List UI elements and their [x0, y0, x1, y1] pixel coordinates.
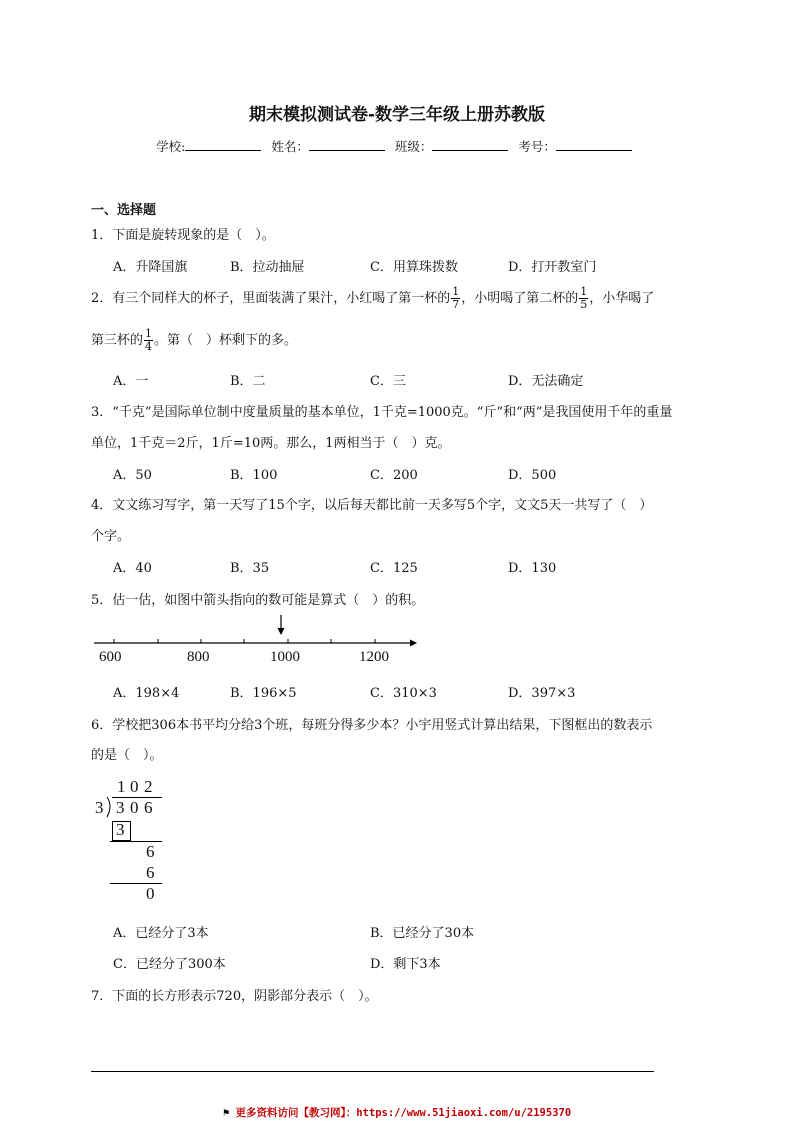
number-line-label-1000: 1000	[270, 649, 300, 665]
question-2-line-1	[91, 286, 654, 311]
exam-no-label: 考号：	[518, 139, 556, 154]
fraction-1-5	[579, 286, 588, 311]
q2-option-a: A．一	[113, 374, 149, 389]
question-6-line-1: 6．学校把306本书平均分给3个班，每班分得多少本？小宇用竖式计算出结果，下图框出的数表示	[91, 718, 653, 733]
question-4-line-1: 4．文文练习写字，第一天写了15个字，以后每天都比前一天多写5个字，文文5天一共写了（ ）	[91, 498, 653, 513]
division-bracket	[106, 796, 114, 818]
class-label: 班级：	[394, 139, 433, 154]
q1-option-d: D．打开教室门	[508, 260, 597, 275]
q5-option-d: D．397×3	[508, 686, 576, 701]
quotient-digit-3: 2	[144, 777, 153, 796]
question-3-line-1: 3．“千克”是国际单位制中度量质量的基本单位，1千克=1000克。“斤”和“两”是我国使用千年的重量	[91, 405, 673, 420]
quotient-digit-1: 1	[117, 777, 126, 796]
question-1-text: 1．下面是旋转现象的是（ ）。	[91, 228, 275, 243]
question-4-line-2: 个字。	[91, 529, 131, 544]
question-2-line-2	[91, 328, 297, 353]
q1-option-a: A．升降国旗	[113, 260, 188, 275]
q6-option-d: D．剩下3本	[370, 957, 441, 972]
student-info-line	[0, 137, 794, 155]
q3-option-d: D．500	[508, 468, 557, 483]
question-6-line-2: 的是（ ）。	[91, 748, 163, 763]
fraction-1-7	[451, 286, 460, 311]
question-3-line-2: 单位，1千克＝2斤，1斤=10两。那么，1两相当于（ ）克。	[91, 436, 451, 451]
q2-text-b: ，小明喝了第二杯的	[461, 291, 579, 306]
number-line-arrowhead	[410, 640, 417, 647]
q1-option-b: B．拉动抽屉	[230, 260, 305, 275]
dividend-digit-1: 3	[116, 798, 125, 817]
q3-option-a: A．50	[113, 468, 152, 483]
frac2-den: 5	[580, 298, 588, 311]
remainder-digit: 0	[146, 884, 155, 903]
frac2-num: 1	[580, 285, 588, 298]
q2-option-d: D．无法确定	[508, 374, 584, 389]
q4-option-a: A．40	[113, 561, 152, 576]
q4-option-c: C．125	[370, 561, 418, 576]
q6-option-c: C．已经分了300本	[113, 957, 226, 972]
dividend-digit-2: 0	[130, 798, 139, 817]
q4-option-d: D．130	[508, 561, 557, 576]
frac1-den: 7	[452, 298, 460, 311]
q1-option-c: C．用算珠拨数	[370, 260, 458, 275]
q2-option-c: C．三	[370, 374, 406, 389]
q2-text-a: 2．有三个同样大的杯子，里面装满了果汁，小红喝了第一杯的	[91, 291, 451, 306]
step-2-digit: 6	[146, 842, 155, 861]
q2-text-d: 第三杯的	[91, 333, 144, 348]
footer[interactable]	[0, 1105, 794, 1120]
q3-option-c: C．200	[370, 468, 418, 483]
quotient-digit-2: 0	[130, 777, 139, 796]
q5-option-b: B．196×5	[230, 686, 297, 701]
q5-option-c: C．310×3	[370, 686, 437, 701]
flag-icon: ⚑	[222, 1107, 230, 1119]
q2-option-b: B．二	[230, 374, 266, 389]
divisor: 3	[95, 798, 104, 817]
dividend-digit-3: 6	[144, 798, 153, 817]
frac3-den: 4	[145, 340, 153, 353]
footer-divider	[91, 1071, 654, 1072]
name-label: 姓名：	[271, 139, 309, 154]
footer-link[interactable]: 更多资料访问【教习网】：https://www.51jiaoxi.com/u/2195370	[235, 1107, 572, 1119]
page-title: 期末模拟测试卷-数学三年级上册苏教版	[248, 105, 546, 125]
frac3-num: 1	[145, 327, 153, 340]
number-line-label-800: 800	[187, 649, 210, 665]
q6-option-a: A．已经分了3本	[113, 926, 209, 941]
pointer-arrow-head	[278, 628, 285, 635]
frac1-num: 1	[452, 285, 460, 298]
name-blank	[309, 138, 385, 151]
step-3-digit: 6	[146, 863, 155, 882]
q6-option-b: B．已经分了30本	[370, 926, 475, 941]
fraction-1-4	[144, 328, 153, 353]
q3-option-b: B．100	[230, 468, 278, 483]
exam-no-blank	[556, 138, 632, 151]
boxed-number: 3	[116, 820, 125, 839]
number-line-label-1200: 1200	[359, 649, 389, 665]
q2-text-c: ，小华喝了	[589, 291, 655, 306]
number-line-label-600: 600	[99, 649, 122, 665]
section-heading: 一、选择题	[91, 203, 157, 218]
question-7-text: 7．下面的长方形表示720，阴影部分表示（ ）。	[91, 989, 378, 1004]
school-label: 学校:	[156, 139, 186, 154]
question-5-text: 5．估一估，如图中箭头指向的数可能是算式（ ）的积。	[91, 593, 425, 608]
q4-option-b: B．35	[230, 561, 270, 576]
school-blank	[185, 138, 261, 151]
q5-option-a: A．198×4	[113, 686, 180, 701]
long-division-figure	[92, 774, 182, 904]
q2-text-e: 。第（ ）杯剩下的多。	[154, 333, 298, 348]
class-blank	[432, 138, 508, 151]
